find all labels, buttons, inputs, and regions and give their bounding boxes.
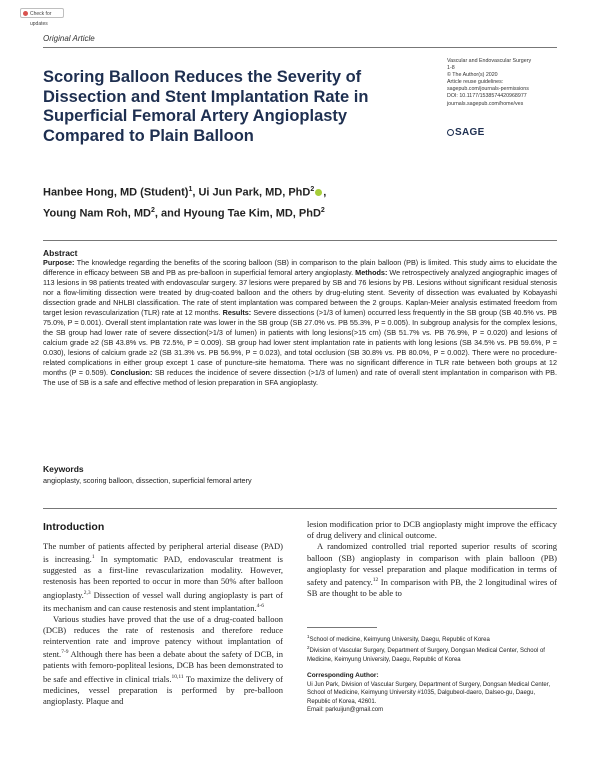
journal-name: Vascular and Endovascular Surgery — [447, 58, 532, 64]
affiliations — [307, 633, 557, 664]
conclusion-text: SB reduces the incidence of severe dissection (>1/3 of lumen) and rate of overall stent implantation in comparison with PB. The use of SB is a safe and effective method of lesion preparation in SFA angioplasty. — [43, 368, 557, 387]
purpose-label: Purpose: — [43, 258, 75, 267]
corresponding-email[interactable]: Email: parkuijun@gmail.com — [307, 707, 384, 714]
publisher-name: SAGE — [455, 127, 485, 138]
author-list — [43, 181, 523, 222]
text-run: Dissection of vessel wall during angioplasty is part of its mechanism and can cause restenosis and stent implantation. — [43, 589, 283, 613]
corresponding-author-details — [307, 681, 557, 715]
journal-info — [447, 58, 577, 108]
reuse-guidelines: Article reuse guidelines: — [447, 79, 504, 86]
text-run: In symptomatic PAD, endovascular treatment is suggested as a first-line revascularization modality. However, restenosis has been reported to occur in more than 50% after balloon angioplasty. — [43, 554, 283, 600]
affiliation-text: School of medicine, Keimyung University, Daegu, Republic of Korea — [309, 637, 490, 643]
citation[interactable]: 1 — [91, 554, 95, 561]
sage-logo-icon — [447, 129, 454, 136]
citation[interactable]: 2,3 — [83, 589, 91, 596]
citation[interactable]: 4-6 — [256, 602, 264, 609]
body-column-left — [43, 541, 283, 707]
text-run: Various studies have proved that the use of a drug-coated balloon (DCB) reduces the rate of restenosis and therefore reduce reintervention rate and improve patency without implantation of stent. — [43, 613, 283, 660]
orcid-icon[interactable] — [315, 189, 322, 196]
top-divider — [43, 47, 557, 48]
affiliation-text: Division of Vascular Surgery, Department of Surgery, Dongsan Medical Center, School of Medicine, Keimyung University, Daegu, Republic of Korea — [307, 648, 545, 663]
body-column-right — [307, 519, 557, 599]
author-1-affiliation: 1 — [188, 186, 193, 193]
text-run: In comparison with PB, the 2 longitudinal wires of SB are thought to be able to — [307, 576, 558, 599]
methods-label: Methods: — [355, 268, 388, 277]
footnote-divider — [307, 627, 377, 628]
check-for-updates-badge[interactable] — [20, 8, 64, 27]
corresponding-address: Ui Jun Park, Division of Vascular Surgery, Department of Surgery, Dongsan Medical Center, School of Medicine, Keimyung University #1035, Dalgubeol-daero, Dalseo-gu, Daegu, Republic of Korea, 42601. — [307, 682, 551, 705]
paragraph — [43, 614, 283, 707]
corresponding-author-heading: Corresponding Author: — [307, 672, 379, 679]
results-label: Results: — [222, 308, 252, 317]
methods-text: We retrospectively analyzed angiographic images of 113 lesions in 98 patients treated with endovascular surgery. 37 lesions were prepared by SB and 76 lesions by PB. Lesions without significant residual stenosis nor a flow-limiting dissection were treated by drug-coated balloon and the others by drug-eluting stent. Severity of dissection was evaluated by Kobayashi dissection grade and NHLBI classification. The rate of stent implantation was compared between the 2 groups. Kaplan-Meier analysis estimated freedom from target lesion revascularization (TLR) rate at 12 months. — [43, 268, 557, 317]
affiliation-2 — [307, 644, 557, 664]
affiliation-marker: 1 — [307, 634, 310, 639]
copyright: © The Author(s) 2020 — [447, 72, 498, 79]
purpose-text: The knowledge regarding the benefits of the scoring balloon (SB) in comparison to the plain balloon (PB) is limited. This study aims to elucidate the difference in efficacy between SB and PB as pre-balloon in superficial femoral artery angioplasty. — [43, 258, 557, 277]
paragraph — [307, 541, 557, 599]
citation[interactable]: 12 — [372, 577, 379, 584]
author-separator: , — [323, 186, 327, 199]
affiliation-1 — [307, 633, 557, 644]
paper-title: Scoring Balloon Reduces the Severity of Dissection and Stent Implantation Rate in Superficial Femoral Artery Angioplasty Compared to Plain Balloon — [43, 68, 369, 145]
citation[interactable]: 7-9 — [61, 649, 69, 656]
author-1: Hanbee Hong, MD (Student) — [43, 186, 189, 199]
paragraph: lesion modification prior to DCB angioplasty might improve the efficacy of drug delivery and clinical outcome. — [307, 519, 557, 541]
keywords-list: angioplasty, scoring balloon, dissection, superficial femoral artery — [43, 476, 252, 485]
abstract-heading: Abstract — [43, 248, 78, 258]
journal-pages: 1-8 — [447, 65, 455, 72]
keywords-heading: Keywords — [43, 464, 84, 474]
author-separator: , and — [154, 207, 184, 220]
body-divider — [43, 508, 557, 509]
author-4: Hyoung Tae Kim, MD, PhD — [183, 207, 321, 220]
journal-home-link[interactable]: journals.sagepub.com/home/ves — [447, 100, 524, 107]
results-text: Severe dissections (>1/3 of lumen) occurred less frequently in the SB group (SB 40.5% vs. PB 75.0%, P = 0.001). Overall stent implantation rate was lower in the SB group (SB 27.0% vs. PB 55.3%, P = 0.005). In subgroup analysis for the complex lesions, the SB group had lower rate of severe dissection(>1/3 of lumen) in patients with long lesions(>15 cm) (SB 51.7% vs. PB 76.9%, P = 0.020) and lesions of calcium grade ≥2 (SB 43.8% vs. PB 72.5%, P = 0.009). SB group had lower stent implantation rate in patients with long lesions (SB 34.5% vs. PB 59.6%, P = 0.030), lesions of calcium grade ≥2 (SB 31.3% vs. PB 56.9%, P = 0.023), and total occlusion (SB 30.8% vs. PB 80.0%, P = 0.002). There were no procedure-related complications in either group except 1 case of puncture-site hematoma. There was no significant difference in TLR rate between both groups at 12 months (P = 0.509). — [43, 308, 558, 377]
abstract-divider — [43, 240, 557, 241]
author-2: Ui Jun Park, MD, PhD — [198, 186, 311, 199]
author-3-affiliation: 2 — [150, 206, 155, 214]
permissions-link[interactable]: sagepub.com/journals-permissions — [447, 86, 529, 93]
text-run: To maximize the delivery of medicines, vessel preparation is performed by pre-balloon angioplasty. Plaque and — [43, 673, 283, 706]
author-3: Young Nam Roh, MD — [43, 207, 151, 220]
conclusion-label: Conclusion: — [110, 368, 153, 377]
text-run: Although there has been a debate about the safety of DCB, in patients with femoro-popliteal lesions, DCB has been demonstrated to be safe and effective in clinical trials. — [43, 649, 283, 684]
affiliation-marker: 2 — [307, 645, 310, 651]
abstract-body — [43, 258, 557, 388]
doi[interactable]: DOI: 10.1177/1538574420968977 — [447, 93, 527, 100]
article-type: Original Article — [43, 34, 95, 43]
author-4-affiliation: 2 — [320, 206, 325, 214]
badge-label: Check for updates — [30, 11, 52, 27]
author-2-affiliation: 2 — [310, 186, 315, 193]
text-run: The number of patients affected by peripheral arterial disease (PAD) is increasing. — [43, 541, 283, 565]
update-icon — [23, 11, 28, 16]
introduction-heading: Introduction — [43, 521, 105, 533]
author-separator: , — [192, 186, 199, 199]
citation[interactable]: 10,11 — [171, 673, 184, 680]
text-run: A randomized controlled trial reported superior results of scoring balloon (SB) angioplasty in comparison with plain balloon (PB) angioplasty for vessel preparation and plaque modification in terms of safety and patency. — [307, 541, 557, 587]
paragraph — [43, 541, 283, 614]
publisher-logo — [447, 127, 485, 138]
